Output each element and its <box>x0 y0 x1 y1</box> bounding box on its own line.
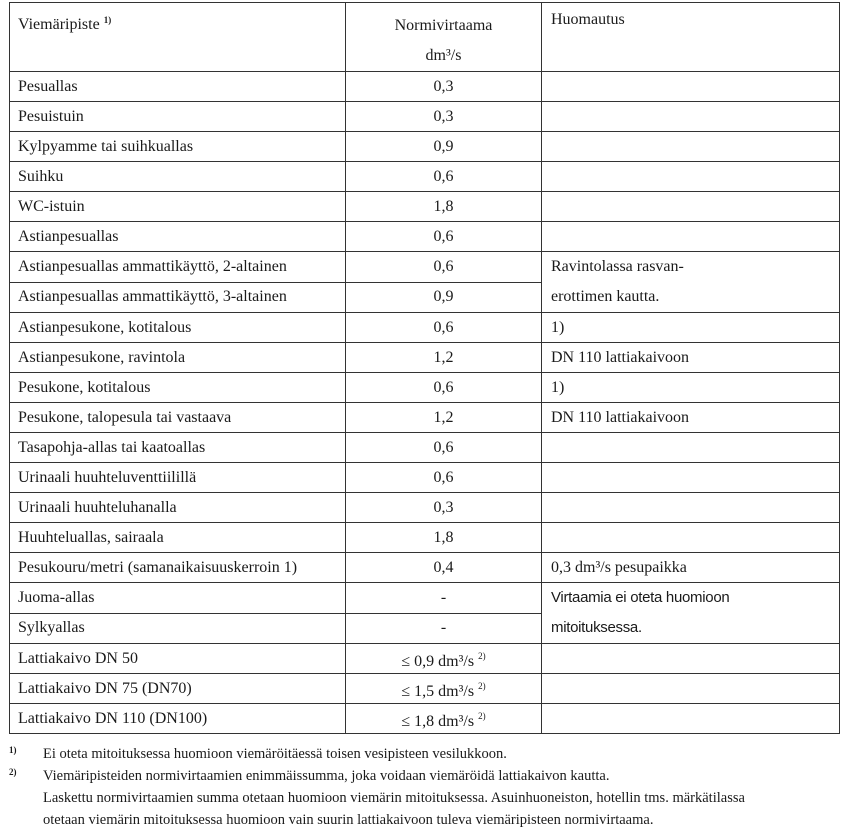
flow-cell <box>346 343 542 373</box>
note-cell: DN 110 lattiakaivoon <box>542 343 840 373</box>
drainage-point-cell: Tasapohja-allas tai kaatoallas <box>10 433 346 463</box>
flow-cell <box>346 72 542 102</box>
flow-value: 0,6 <box>433 318 454 336</box>
note-line: Ravintolassa rasvan- <box>551 258 684 275</box>
flow-value: ≤ 0,9 dm³/s <box>401 652 475 670</box>
table-row <box>10 583 840 614</box>
flow-cell <box>346 222 542 252</box>
note-cell <box>542 192 840 222</box>
footnote-1 <box>9 743 849 765</box>
table-row <box>10 72 840 102</box>
flow-value: 1,2 <box>433 408 454 426</box>
table-row <box>10 523 840 553</box>
footnote-2-line-2: Laskettu normivirtaamien summa otetaan huomioon viemärin mitoituksessa. Asuinhuoneiston, hotellin tms. märkätilassa <box>43 790 745 806</box>
table-row <box>10 343 840 373</box>
footnote-1-text: Ei oteta mitoituksessa huomioon viemäröitäessä toisen vesipisteen vesilukkoon. <box>43 746 507 762</box>
note-cell <box>542 463 840 493</box>
drainage-point-cell: Pesukone, kotitalous <box>10 373 346 403</box>
flow-value: 0,3 <box>433 107 454 125</box>
header-flow-unit: dm³/s <box>425 47 462 64</box>
flow-value: 1,8 <box>433 528 454 546</box>
flow-cell <box>346 523 542 553</box>
flow-value: 0,6 <box>433 468 454 486</box>
note-cell-restaurant <box>542 252 840 313</box>
table-row <box>10 162 840 192</box>
table-row <box>10 553 840 583</box>
flow-value: 0,9 <box>433 137 454 155</box>
drainage-point-cell: Urinaali huuhteluventtiilillä <box>10 463 346 493</box>
table-row <box>10 102 840 132</box>
flow-cell <box>346 282 542 313</box>
table-row <box>10 644 840 674</box>
flow-value: 1,8 <box>433 197 454 215</box>
flow-cell <box>346 463 542 493</box>
drainage-point-cell: Kylpyamme tai suihkuallas <box>10 132 346 162</box>
header-flow-label: Normivirtaama <box>394 17 493 34</box>
drainage-flow-table <box>9 2 840 734</box>
flow-footnote-ref: 2) <box>478 710 486 721</box>
note-cell <box>542 644 840 674</box>
drainage-point-cell: Astianpesuallas ammattikäyttö, 2-altainen <box>10 252 346 283</box>
note-line: erottimen kautta. <box>551 288 660 305</box>
flow-cell <box>346 613 542 644</box>
footnote-2-mark: 2) <box>9 767 17 777</box>
flow-value: 0,6 <box>433 378 454 396</box>
flow-value: 0,9 <box>433 288 454 306</box>
note-cell <box>542 493 840 523</box>
table-header-row <box>10 3 840 72</box>
drainage-point-cell: Pesuallas <box>10 72 346 102</box>
flow-value: 0,4 <box>433 558 454 576</box>
flow-cell <box>346 252 542 283</box>
drainage-point-cell: Astianpesuallas ammattikäyttö, 3-altainen <box>10 282 346 313</box>
note-cell <box>542 72 840 102</box>
flow-cell <box>346 493 542 523</box>
drainage-point-cell: Pesukouru/metri (samanaikaisuuskerroin 1) <box>10 553 346 583</box>
flow-value: 1,2 <box>433 348 454 366</box>
table-row <box>10 674 840 704</box>
note-cell <box>542 102 840 132</box>
table-row <box>10 373 840 403</box>
drainage-point-cell: Pesuistuin <box>10 102 346 132</box>
header-drainage-point <box>10 3 346 72</box>
table-row <box>10 192 840 222</box>
note-line: Virtaamia ei oteta huomioon <box>551 589 730 606</box>
table-row <box>10 433 840 463</box>
flow-value: 0,3 <box>433 498 454 516</box>
flow-cell <box>346 644 542 674</box>
flow-cell <box>346 433 542 463</box>
note-cell <box>542 674 840 704</box>
table-row <box>10 252 840 283</box>
drainage-point-cell: WC-istuin <box>10 192 346 222</box>
drainage-point-cell: Lattiakaivo DN 75 (DN70) <box>10 674 346 704</box>
note-cell: 1) <box>542 313 840 343</box>
note-line: mitoituksessa. <box>551 619 642 636</box>
note-cell <box>542 162 840 192</box>
flow-value: 0,6 <box>433 167 454 185</box>
flow-value: 0,6 <box>433 227 454 245</box>
note-cell: 0,3 dm³/s pesupaikka <box>542 553 840 583</box>
flow-value: ≤ 1,8 dm³/s <box>401 712 475 730</box>
flow-cell <box>346 313 542 343</box>
table-row <box>10 313 840 343</box>
flow-cell <box>346 373 542 403</box>
table-row <box>10 403 840 433</box>
note-cell: 1) <box>542 373 840 403</box>
flow-cell <box>346 132 542 162</box>
header-footnote-ref: 1) <box>103 15 112 25</box>
header-note: Huomautus <box>542 3 840 72</box>
flow-value: 0,3 <box>433 77 454 95</box>
drainage-point-cell: Juoma-allas <box>10 583 346 614</box>
note-cell <box>542 523 840 553</box>
note-cell <box>542 222 840 252</box>
footnote-2 <box>9 765 849 831</box>
flow-cell <box>346 162 542 192</box>
flow-cell <box>346 403 542 433</box>
drainage-point-cell: Suihku <box>10 162 346 192</box>
flow-value: 0,6 <box>433 257 454 275</box>
drainage-point-cell: Lattiakaivo DN 50 <box>10 644 346 674</box>
flow-cell <box>346 192 542 222</box>
footnote-1-mark: 1) <box>9 745 17 755</box>
flow-value: - <box>440 619 447 637</box>
table-row <box>10 463 840 493</box>
table-row <box>10 222 840 252</box>
drainage-point-cell: Astianpesukone, ravintola <box>10 343 346 373</box>
flow-cell <box>346 102 542 132</box>
footnotes <box>9 743 849 831</box>
flow-cell <box>346 674 542 704</box>
note-cell <box>542 132 840 162</box>
flow-value: - <box>440 588 447 606</box>
drainage-point-cell: Urinaali huuhteluhanalla <box>10 493 346 523</box>
header-drainage-point-label: Viemäripiste <box>18 16 100 33</box>
drainage-point-cell: Astianpesuallas <box>10 222 346 252</box>
table-row <box>10 704 840 734</box>
drainage-point-cell: Astianpesukone, kotitalous <box>10 313 346 343</box>
flow-cell <box>346 704 542 734</box>
note-cell <box>542 704 840 734</box>
note-cell: DN 110 lattiakaivoon <box>542 403 840 433</box>
footnote-2-line-3: otetaan viemärin mitoituksessa huomioon vain suurin lattiakaivoon tuleva viemäripisteen normivirtaama. <box>43 812 654 828</box>
flow-footnote-ref: 2) <box>478 680 486 691</box>
table-row <box>10 493 840 523</box>
note-cell-fountain <box>542 583 840 644</box>
header-flow <box>346 3 542 72</box>
flow-value: 0,6 <box>433 438 454 456</box>
drainage-point-cell: Sylkyallas <box>10 613 346 644</box>
drainage-point-cell: Lattiakaivo DN 110 (DN100) <box>10 704 346 734</box>
drainage-point-cell: Pesukone, talopesula tai vastaava <box>10 403 346 433</box>
footnote-2-line-1: Viemäripisteiden normivirtaamien enimmäissumma, joka voidaan viemäröidä lattiakaivon kautta. <box>43 768 610 784</box>
flow-value: ≤ 1,5 dm³/s <box>401 682 475 700</box>
flow-cell <box>346 553 542 583</box>
note-cell <box>542 433 840 463</box>
table-row <box>10 132 840 162</box>
flow-footnote-ref: 2) <box>478 650 486 661</box>
flow-cell <box>346 583 542 614</box>
drainage-point-cell: Huuhteluallas, sairaala <box>10 523 346 553</box>
